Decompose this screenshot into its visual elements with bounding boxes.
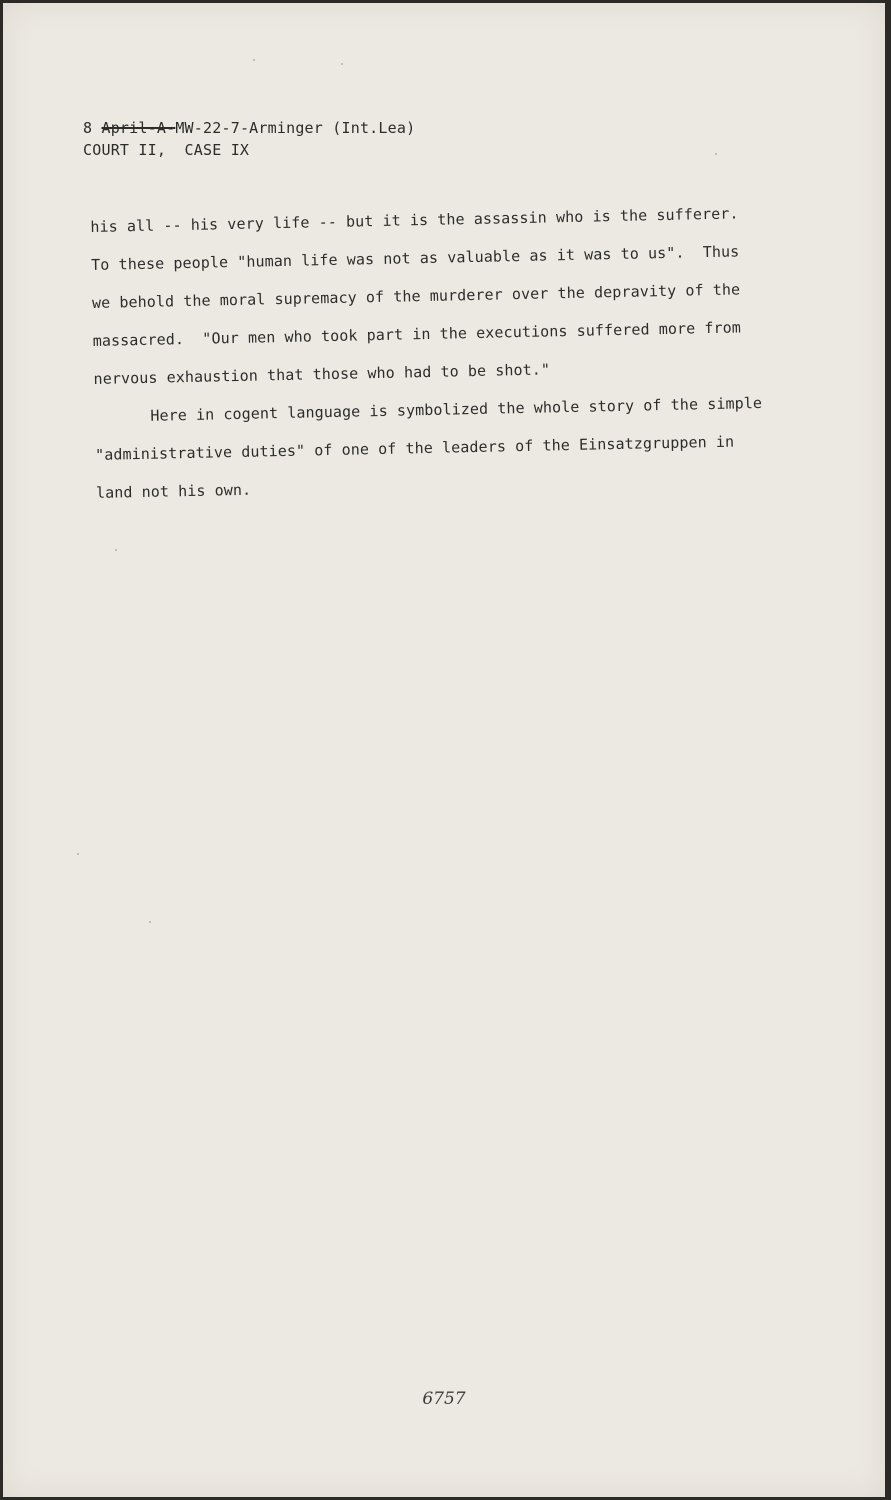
header-reference-line [83,117,415,139]
paper-speck [149,921,151,923]
document-header [83,117,415,161]
paper-speck [77,853,79,855]
paper-speck [715,153,717,155]
body-line: "administrative duties" of one of the leaders of the Einsatzgruppen in [94,432,735,464]
body-line: we behold the moral supremacy of the murderer over the depravity of the [91,280,741,312]
header-reference: MW-22-7-Arminger (Int.Lea) [175,119,416,137]
header-court-case: COURT II, CASE IX [83,141,250,159]
body-line: land not his own. [95,480,252,502]
body-line: To these people "human life was not as valuable as it was to us". Thus [91,242,740,274]
paper-speck [115,549,117,551]
paper-speck [341,63,343,65]
body-line: nervous exhaustion that those who had to be shot." [93,360,551,388]
body-line: Here in cogent language is symbolized the whole story of the simple [150,393,763,425]
document-body [90,193,796,512]
header-struck-text: April-A- [101,119,176,137]
paper-speck [253,59,255,61]
body-line: massacred. "Our men who took part in the executions suffered more from [92,318,742,350]
header-prefix: 8 [83,119,102,137]
body-line: his all -- his very life -- but it is the assassin who is the sufferer. [90,204,739,236]
document-page [3,3,885,1497]
page-number: 6757 [422,1389,466,1409]
